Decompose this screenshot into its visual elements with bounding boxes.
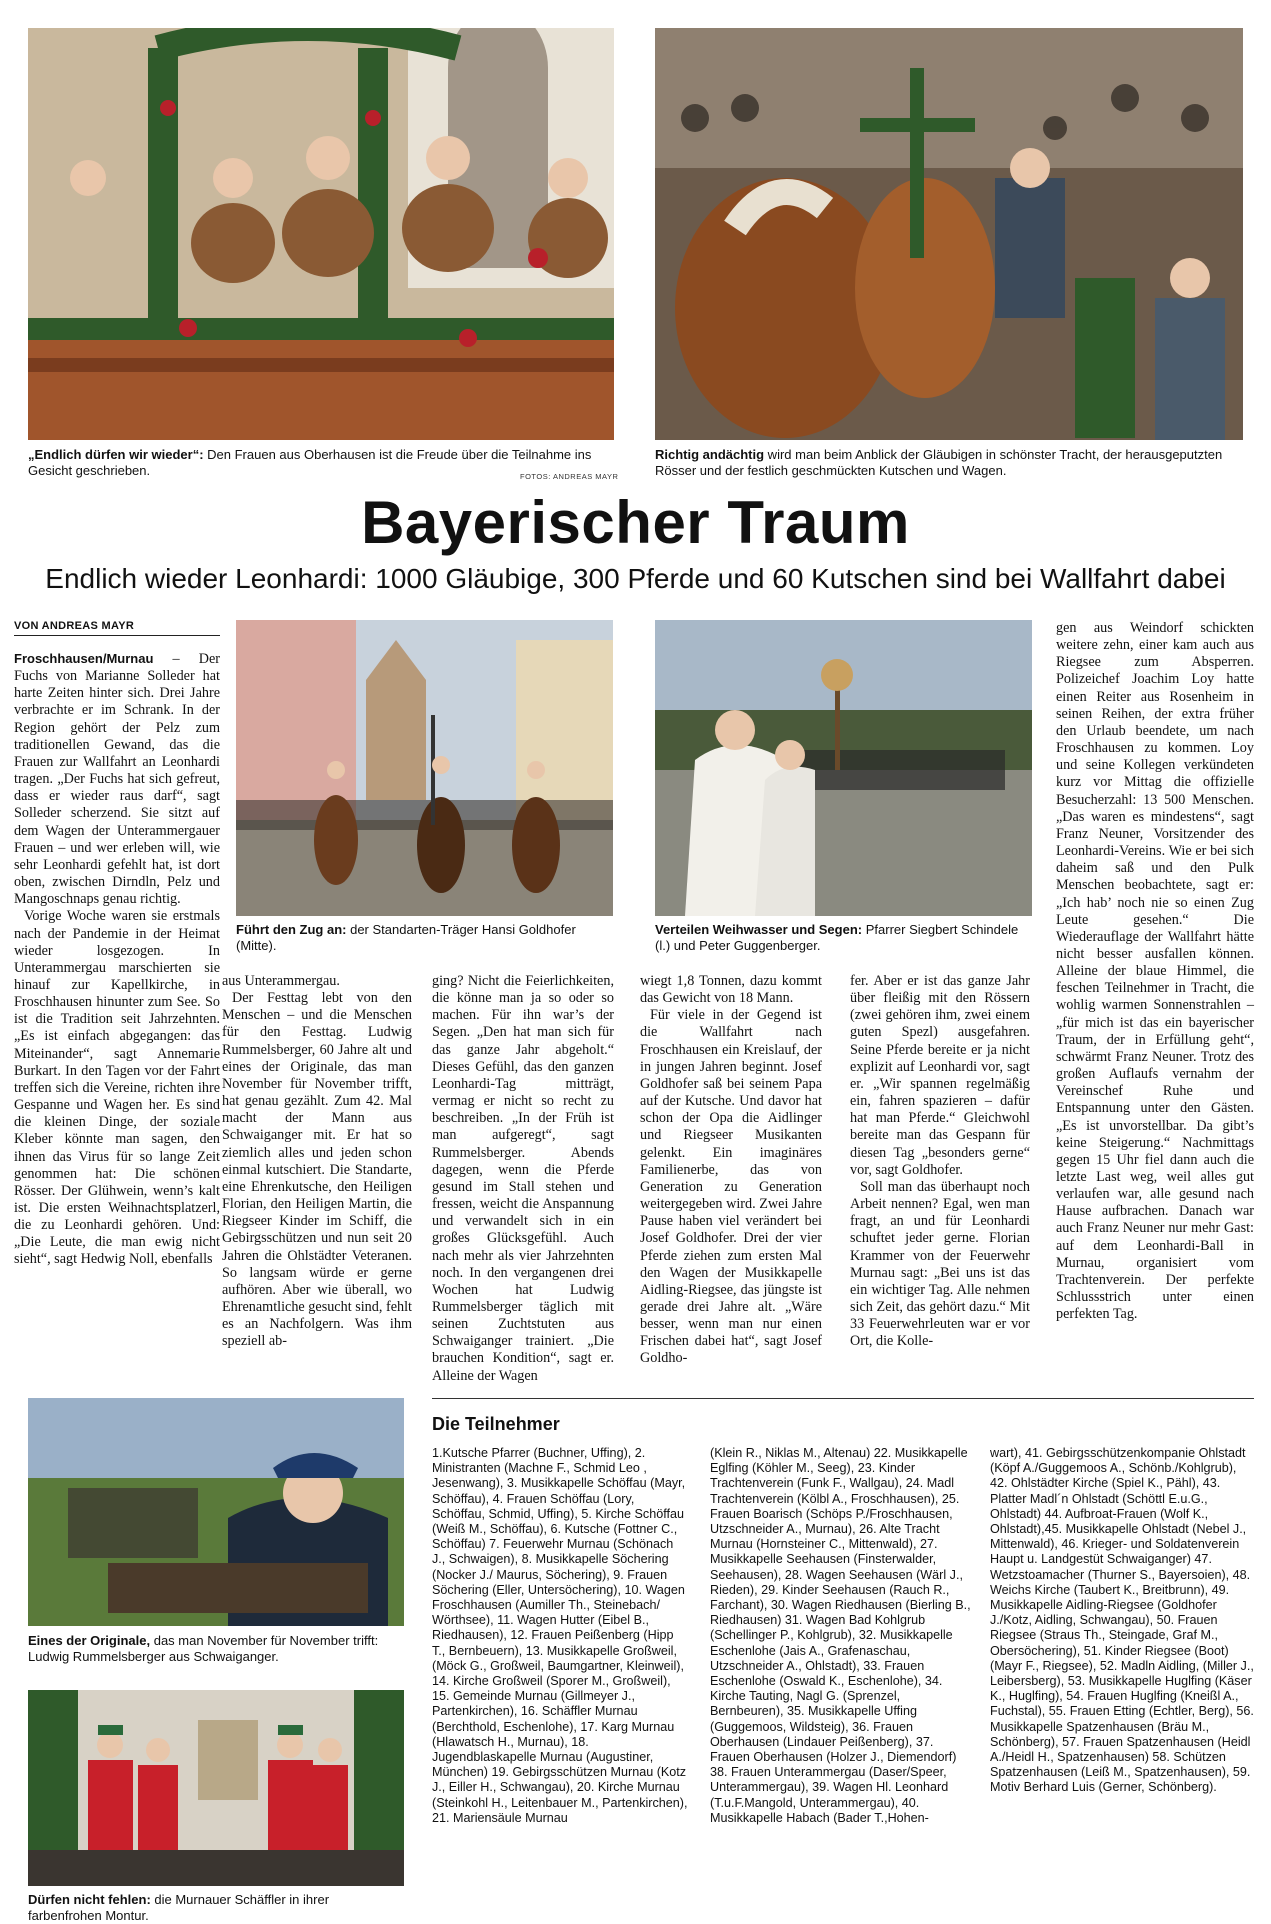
caption-top-right: Richtig andächtig wird man beim Anblick der Gläubigen in schönster Tracht, der herausgeputzten Rösser und der festlich geschmückten Kutschen und Wagen. — [655, 447, 1223, 478]
participants-column-3: wart), 41. Gebirgsschützenkompanie Ohlstadt (Köpf A./Guggemoos A., Schönb./Kohlgrub), 42. Ohlstädter Kirche (Spiel K., Pähl), 43. Platter Madl´n Ohlstadt (Schöttl E.u.G., Ohlstadt) 44. Aufbroat-Frauen (Wolf K., Ohlstadt),45. Musikkapelle Ohlstadt (Nebel J., Mittenwald), 46. Krieger- und Soldatenverein Haupt u. Landgestüt Schwaiganger) 47. Wetzstoamacher (Thurner S., Bayersoien), 48. Weichs Kirche (Taubert K., Breitbrunn), 49. Musikkapelle Aidling-Riegsee (Goldhofer J./Kotz, Aidling, Schwangau), 50. Frauen Riegsee (Straus Th., Steingade, Graf M., Obersöchering), 51. Kinder Riegsee (Boot) (Mayr F., Riegsee), 52. Madln Aidling, (Miller J., Leibersberg), 53. Musikkapelle Huglfing (Käser K., Huglfing), 54. Frauen Huglfing (Kneißl A., Fuchstal), 55. Frauen Etting (Echtler, Berg), 56. Musikkapelle Spatzenhausen (Bräu M., Schönberg), 57. Frauen Spatzenhausen (Heidl A./Heidl H., Spatzenhausen) 58. Schützen Spatzenhausen (Leiß M., Spatzenhausen), 59. Motiv Berhard Luis (Gerner, Schönberg). — [990, 1446, 1254, 1795]
caption-priests: Verteilen Weihwasser und Segen: Pfarrer Siegbert Schindele (l.) und Peter Guggenberger. — [655, 922, 1019, 953]
participants-column-2: (Klein R., Niklas M., Altenau) 22. Musikkapelle Eglfing (Köhler M., Seeg), 23. Kinder Trachtenverein (Funk F., Wallgau), 24. Madl Trachtenverein (Kölbl A., Froschhausen), 25. Frauen Boarisch (Schöps P./Froschhausen, Utzschneider A., Murnau), 26. Alte Tracht Murnau (Hornsteiner C., Mittenwald), 27. Musikkapelle Seehausen (Finsterwalder, Seehausen), 28. Wagen Seehausen (Wärl J., Rieden), 29. Kinder Seehausen (Rauch R., Farchant), 30. Wagen Riedhausen (Bierling B., Riedhausen) 31. Wagen Bad Kohlgrub (Schellinger P., Kohlgrub), 32. Musikkapelle Eschenlohe (Jais A., Grafenaschau, Utzschneider A., Ohlstadt), 33. Frauen Eschenlohe (Oswald K., Eschenlohe), 34. Kirche Tauting, Nagl G. (Sprenzel, Bernbeuren), 35. Musikkapelle Uffing (Guggemoos, Wildsteig), 36. Frauen Oberhausen (Lindauer Peißenberg), 37. Frauen Oberhausen (Holzer J., Diemendorf) 38. Frauen Unterammergau (Daser/Speer, Unterammergau), 39. Wagen Hl. Leonhard (T.u.F.Mangold, Unterammergau), 40. Musikkapelle Habach (Bader T.,Hohen- — [710, 1446, 971, 1825]
dateline: Froschhausen/Murnau — [14, 651, 154, 666]
subheadline: Endlich wieder Leonhardi: 1000 Gläubige, 300 Pferde und 60 Kutschen sind bei Wallfahrt dabei — [45, 563, 1226, 594]
caption-schaeffler: Dürfen nicht fehlen: die Murnauer Schäffler in ihrer farbenfrohen Montur. — [28, 1892, 330, 1923]
participants-top-rule — [432, 1398, 1254, 1399]
participants-column-1: 1.Kutsche Pfarrer (Buchner, Uffing), 2. Ministranten (Machne F., Schmid Leo , Jesenwang), 3. Musikkapelle Schöffau (Mayr, Schöffau), 4. Frauen Schöffau (Lory, Schöffau, Schmid, Uffing), 5. Kirche Schöffau (Weiß M., Schöffau), 6. Kutsche (Fottner C., Schöffau) 7. Feuerwehr Murnau (Schönach J., Schwaigen), 8. Musikkapelle Söchering (Nocker J./ Maurus, Söchering), 9. Frauen Söchering (Eller, Untersöchering), 10. Wagen Froschhausen (Aumiller Th., Steinebach/ Wörthsee), 11. Wagen Hutter (Eibel B., Riedhausen), 12. Frauen Peißenberg (Hipp T., Bernbeuern), 13. Musikkapelle Großweil, (Möck G., Großweil, Baumgartner, Kleinweil), 14. Kirche Großweil (Sporer M., Großweil), 15. Gemeinde Murnau (Gillmeyer J., Partenkirchen), 16. Schäffler Murnau (Berchthold, Eschenlohe), 17. Karg Murnau (Hlawatsch H., Murnau), 18. Jugendblaskapelle Murnau (Augustiner, München) 19. Gebirgsschützen Murnau (Kotz J., Eiller H., Schwangau), 20. Kirche Murnau (Steinkohl H., Leitenbauer M., Partenkirchen), 21. Mariensäule Murnau — [432, 1446, 688, 1825]
photo-ludwig-rummelsberger — [28, 1398, 404, 1626]
article-column-6: gen aus Weindorf schickten weitere zehn, einer kam auch aus Riegsee zum Absperren. Polizeichef Joachim Loy hatte einen Reiter aus Rosenheim in seinen Reihen, der extra früher den Urlaub beendete, um nach Froschhausen zu kommen. Loy und seine Kollegen verkündeten kurz vor Mittag die offizielle Besucherzahl: 13 500 Menschen. „Das waren es mindestens“, sagt Franz Neuner, Vorsitzender des Leonhardi-Vereins. Wie er bei sich daheim saß und den Pulk Menschen beobachtete, sagt er: „Ich hab’ noch nie so einen Zug Leute gesehen.“ Die Wiederauflage der Wallfahrt hätte nicht besser ausfallen können. Alleine der blaue Himmel, die feschen Teilnehmer in Tracht, die wohlig warmen Sonnenstrahlen – „für mich ist das ein bayerischer Traum, der in Erfüllung geht“, schwärmt Franz Neuner. Trotz des großen Auflaufs vernahm der Vereinschef Ruhe und Entspannung unter den Gästen. „Es ist unvorstellbar. Da gibt’s keine Steigerung.“ Nachmittags gegen 15 Uhr fiel dann auch die letzte Last weg, weil alles gut verlaufen war, alle gesund nach Hause aufbrachen. Danach war auch Franz Neuner nur mehr Gast: auf dem Leonhardi-Ball in Murnau, organisiert vom Trachtenverein. Der perfekte Schlussstrich unter einen perfekten Tag. — [1056, 620, 1254, 1323]
article-column-3: ging? Nicht die Feierlichkeiten, die könne man ja so oder so machen. Für ihn war’s der Segen. „Den hat man sich für das ganze Jahr abgeholt.“ Dieses Gefühl, das den ganzen Leonhardi-Tag mitträgt, vermag er nicht so recht zu beschreiben. „In der Früh ist man aufgeregt“, sagt Rummelsberger. Abends dagegen, wenn die Pferde gesund im Stall stehen und fressen, weicht die Anspannung und verwandelt sich in ein großes Glücksgefühl. Auch nach mehr als vier Jahrzehnten noch. In den vergangenen drei Wochen hat Ludwig Rummelsberger täglich mit seinen Zuchtstuten aus Schwaiganger trainiert. „Die brauchen Kondition“, sagt er. Alleine der Wagen — [432, 973, 614, 1384]
participants-title: Die Teilnehmer — [432, 1414, 560, 1434]
article-column-2: aus Unterammergau. Der Festtag lebt von den Menschen – und die Menschen für den Festtag. Ludwig Rummelsberger, 60 Jahre alt und eines der Originale, das man November für November trifft, hat genau gezählt. Zum 42. Mal macht der Mann aus Schwaiganger mit. Er hat so ziemlich alles und jeden schon einmal kutschiert. Die Standarte, eine Ehrenkutsche, den Heiligen Florian, den Heiligen Martin, die Riegseer Kinder im Schiff, die Gebirgsschützen und nun seit 20 Jahren die Ohlstädter Veteranen. So langsam würde er gerne aufhören. Aber wie überall, wo Ehrenamtliche gesucht sind, fehlt es an Nachfolgern. Was ihm speziell ab- — [222, 973, 412, 1350]
photo-horses-and-cross — [655, 28, 1243, 440]
headline: Bayerischer Traum — [361, 489, 910, 556]
photo-credit: FOTOS: ANDREAS MAYR — [520, 472, 619, 481]
article-column-4: wiegt 1,8 Tonnen, dazu kommt das Gewicht von 18 Mann. Für viele in der Gegend ist die Wallfahrt nach Froschhausen ein Kreislauf, der in jungen Jahren beginnt. Josef Goldhofer saß bei seinem Papa auf der Kutsche. Und davor hat schon der Opa die Aidlinger und Riegseer Musikanten gelenkt. Ein imaginäres Familienerbe, das von Generation zu Generation weitergegeben wird. Zwei Jahre Pause haben viel verändert bei Josef Goldhofer. Drei der vier Pferde ziehen zum ersten Mal den Wagen der Musikkapelle Aidling-Riegsee, das jüngste ist gerade drei Jahre alt. „Wäre besser, wenn man nur einen Frischen dabei hat“, sagt Josef Goldho- — [640, 973, 822, 1367]
byline: VON ANDREAS MAYR — [14, 620, 220, 636]
article-column-5: fer. Aber er ist das ganze Jahr über fleißig mit den Rössern (zwei gehören ihm, zwei einem guten Spezl) ausgefahren. Seine Pferde bereite er ja nicht explizit auf Leonhardi vor, sagt er. „Wir spannen regelmäßig ein, fahren spazieren – dafür hat man Pferde.“ Gleichwohl bereite man das Gespann für diesen Tag „besonders gerne“ vor, sagt Goldhofer. Soll man das überhaupt noch Arbeit nennen? Egal, wen man fragt, an und für Leonhardi schuftet jeder gerne. Florian Krammer von der Feuerwehr Murnau sagt: „Bei uns ist das ein wichtiger Tag. Alle nehmen sich Zeit, das gehört dazu.“ Mit 33 Feuerwehrleuten war er vor Ort, die Kolle- — [850, 973, 1030, 1350]
caption-standard-bearer: Führt den Zug an: der Standarten-Träger Hansi Goldhofer (Mitte). — [236, 922, 576, 953]
caption-rummelsberger: Eines der Originale, das man November für November trifft: Ludwig Rummelsberger aus Schwaiganger. — [28, 1633, 379, 1664]
caption-top-left: „Endlich dürfen wir wieder“: Den Frauen aus Oberhausen ist die Freude über die Teilnahme ins Gesicht geschrieben. — [28, 447, 592, 478]
photo-schaeffler — [28, 1690, 404, 1886]
article-column-1: Froschhausen/Murnau – Der Fuchs von Marianne Solleder hat harte Zeiten hinter sich. Drei Jahre verbrachte er im Schrank. In der Region gehört der Pelz zum traditionellen Gewand, das die Frauen zur Wallfahrt an Leonhardi tragen. „Der Fuchs hat sich gefreut, dass er wieder raus darf“, sagt Solleder scherzend. Sie sitzt auf dem Wagen der Unterammergauer Frauen – und wer erleben will, wie sehr Leonhardi gefehlt hat, ist dort oben, zwischen Dirndln, Pelz und Mangoschnaps genau richtig. Vorige Woche waren sie erstmals nach der Pandemie in der Heimat wieder losgezogen. In Unterammergau marschierten sie hinauf zur Kapellkirche, in Froschhausen hinunter zum See. So ist die Tradition seit Jahrzehnten. „Es ist einfach abgegangen: das Miteinander“, sagt Annemarie Burkart. In den Tagen vor der Fahrt treffen sich die Vereine, richten ihre Gespanne und Wagen her. Es sind die kleinen Dinge, der soziale Kleber könnte man sagen, den ihnen das Virus für so lange Zeit genommen hat: Die schönen Rösser. Der Glühwein, wenn’s kalt ist. Die ersten Weihnachtsplatzerl, die zu Leonhardi gehören. Und: „Die Leute, die man ewig nicht sieht“, sagt Hedwig Noll, ebenfalls — [14, 651, 220, 1268]
photo-standard-bearer — [236, 620, 613, 916]
photo-priests-blessing — [655, 620, 1032, 916]
photo-women-on-wagon — [28, 28, 614, 440]
